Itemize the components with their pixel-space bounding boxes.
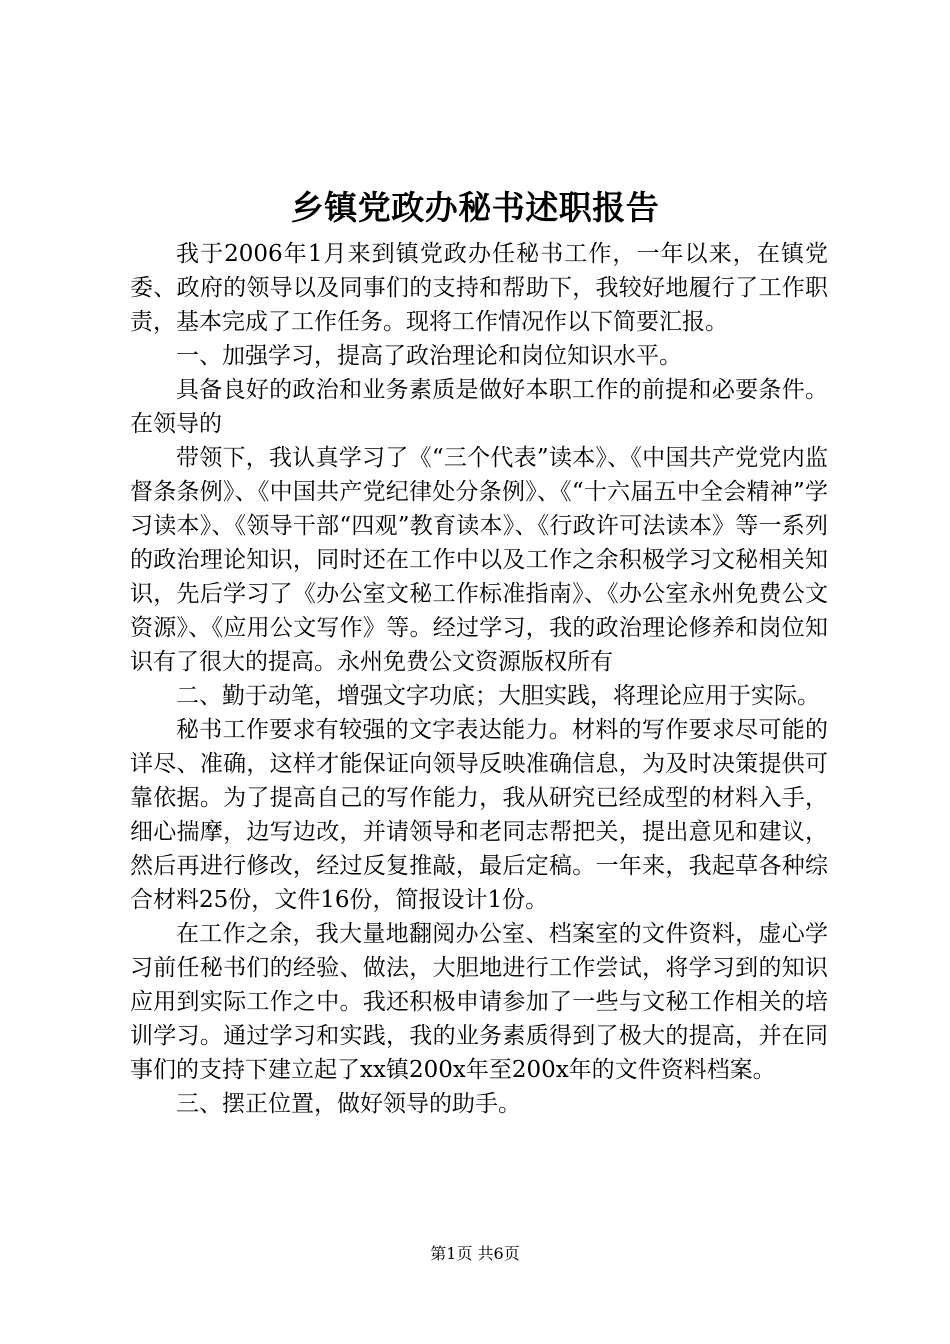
page-number-footer: 第1页 共6页 — [430, 1244, 520, 1263]
section-heading-3: 三、摆正位置，做好领导的助手。 — [176, 1091, 521, 1117]
paragraph-study-details: 带领下，我认真学习了《“三个代表”读本》、《中国共产党党内监督条条例》、《中国共产党纪律处分条例》、《“十六届五中全会精神”学习读本》、《领导干部“四观”教育读本》、《行政许可法读本》等一系列的政治理论知识，同时还在工作中以及工作之余积极学习文秘相关知识，先后学习了《办公室文秘工作标准指南》、《办公室永州免费公文资源》、《应用公文写作》等。经过学习，我的政治理论修养和岗位知识有了很大的提高。永州免费公文资源版权所有 — [130, 445, 828, 675]
section-heading-2: 二、勤于动笔，增强文字功底；大胆实践，将理论应用于实际。 — [176, 683, 820, 709]
paragraph-practice: 在工作之余，我大量地翻阅办公室、档案室的文件资料，虚心学习前任秘书们的经验、做法，大胆地进行工作尝试，将学习到的知识应用到实际工作之中。我还积极申请参加了一些与文秘工作相关的培训学习。通过学习和实践，我的业务素质得到了极大的提高，并在同事们的支持下建立起了xx镇200x年至200x年的文件资料档案。 — [130, 921, 828, 1083]
document-title: 乡镇党政办秘书述职报告 — [290, 188, 660, 227]
paragraph-intro: 我于2006年1月来到镇党政办任秘书工作，一年以来，在镇党委、政府的领导以及同事们的支持和帮助下，我较好地履行了工作职责，基本完成了工作任务。现将工作情况作以下简要汇报。 — [130, 241, 828, 335]
section-heading-1: 一、加强学习，提高了政治理论和岗位知识水平。 — [176, 343, 682, 369]
paragraph-study-intro: 具备良好的政治和业务素质是做好本职工作的前提和必要条件。在领导的 — [130, 377, 828, 437]
document-body — [130, 237, 828, 1121]
paragraph-writing: 秘书工作要求有较强的文字表达能力。材料的写作要求尽可能的详尽、准确，这样才能保证向领导反映准确信息，为及时决策提供可靠依据。为了提高自己的写作能力，我从研究已经成型的材料入手，细心揣摩，边写边改，并请领导和老同志帮把关，提出意见和建议，然后再进行修改，经过反复推敲，最后定稿。一年来，我起草各种综合材料25份，文件16份，简报设计1份。 — [130, 717, 828, 913]
